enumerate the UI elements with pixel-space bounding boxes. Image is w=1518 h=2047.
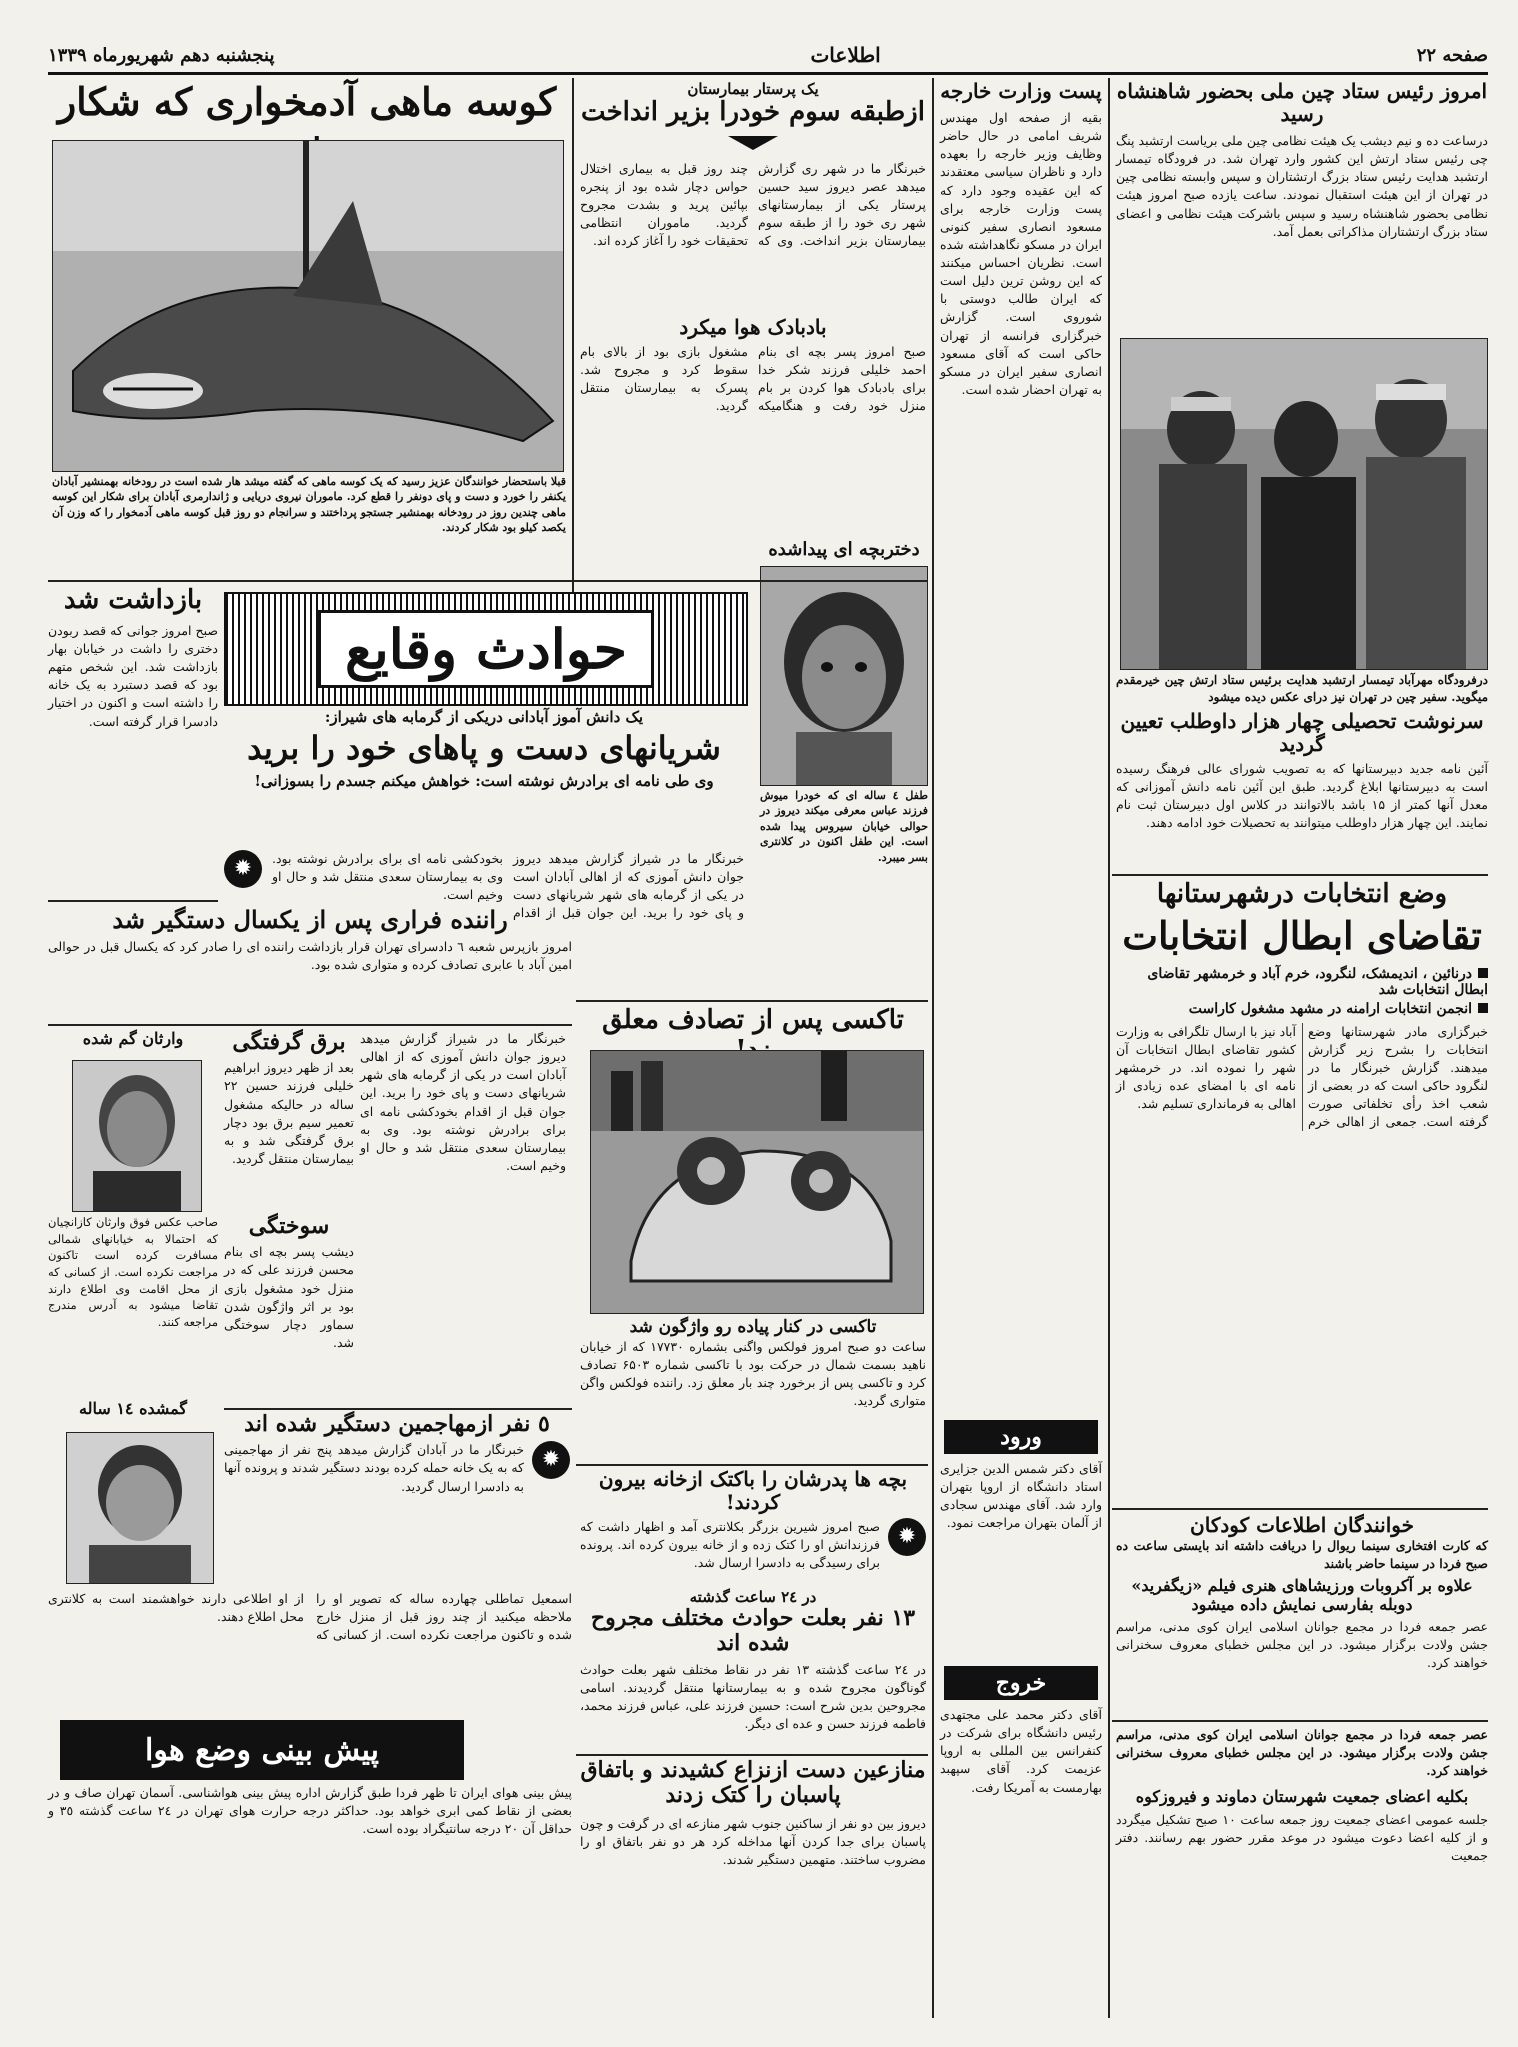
news-accidents <box>580 1588 926 1748</box>
article-body: امروز بازپرس شعبه ٦ دادسرای تهران قرار بازداشت راننده ای را صادر کرد که یکسال قبل در حوالی امین آباد با عابری تصادف کرده و متواری شده بود. <box>48 938 572 972</box>
article-body: صبح امروز شیرین بزرگر بکلانتری آمد و اظهار داشت که فرزندانش او را کتک زده و از خانه بیرون کرده اند. پرونده برای رسیدگی به دادسرا ارسال شد. <box>580 1519 880 1571</box>
photo-caption: قبلا باستحضار خوانندگان عزیز رسید که یک کوسه ماهی که گفته میشد هار شده است در رودخانه بهمنشیر آبادان یکنفر را خورد و دست و پای دونفر را قطع کرد. ماموران نیروی دریایی و ژاندارمری آبادان برای شکار این کوسه ماهی چندین روز در رودخانه بهمنشیر جستجو پرداختند و سرانجام دو روز قبل کوسه ماهی آدمخوار را که وزن آن یکصد کیلو بود شکار کردند. <box>52 475 566 535</box>
shark-photo <box>52 140 564 472</box>
bullet-item: درنائین ، اندیمشک، لنگرود، خرم آباد و خرمشهر تقاضای ابطال انتخابات شد <box>1147 965 1488 998</box>
news-missing-boy <box>48 1590 572 1710</box>
missing-man-title <box>48 1030 218 1060</box>
article-body: آئین نامه جدید دبیرستانها که به تصویب شورای عالی فرهنگ رسیده است به دبیرستانها ابلاغ گردید. طبق این آئین نامه دانش آموزانی که معدل آنها کمتر از ۱۵ باشد بالاتوانند در کلاس اول دبیرستان ثبت نام نمایند. این چهار هزار داوطلب میتوانند به تحصیلات خود ادامه دهند. <box>1116 760 1488 830</box>
section-rule <box>1112 1720 1488 1722</box>
news-elections <box>1116 880 1488 1500</box>
news-nurse <box>580 80 926 310</box>
arrival-banner: ورود <box>944 1420 1098 1454</box>
girl-photo <box>760 566 928 786</box>
officials-photo <box>1120 338 1488 670</box>
column-rule <box>572 78 574 598</box>
section-rule <box>576 1754 928 1756</box>
news-taxi-title <box>580 1006 926 1046</box>
article-body: خبرنگار ما در شهر ری گزارش میدهد عصر دیروز سید حسین پرستار یکی از بیمارستانهای شهر ری خود را از طبقه سوم بیمارستان بزیر انداخت. وی که چند روز قبل به بیماری اختلال حواس دچار شده بود از پنجره بپائین پرید و بشدت مجروح گردید. ماموران انتظامی تحقیقات خود را آغاز کرده اند. <box>580 160 926 249</box>
headline: سوختگی <box>248 1213 330 1239</box>
news-driver <box>48 906 572 1016</box>
headline: سرنوشت تحصیلی چهار هزار داوطلب تعیین گردید <box>1120 708 1484 756</box>
section-rule <box>224 1408 572 1410</box>
news-dispute <box>580 1758 926 2018</box>
news-arrest <box>48 586 218 856</box>
shark-caption <box>52 474 566 574</box>
big-headline: تقاضای ابطال انتخابات <box>1122 912 1482 958</box>
headline: شریانهای دست و پاهای خود را برید <box>247 729 721 767</box>
decor-icon: ✹ <box>888 1518 926 1556</box>
bullet-item: انجمن انتخابات ارامنه در مشهد مشغول کاراست <box>1116 1001 1488 1017</box>
article-body: در ٢٤ ساعت گذشته ۱۳ نفر در نقاط مختلف شهر بعلت حوادث گوناگون مجروح شده و به بیمارستانها منتقل گردیدند. اسامی مجروحین بدین شرح است: حسین فرزند علی، عباس فرزند محمد، فاطمه فرزند حسن و عده ای دیگر. <box>580 1661 926 1731</box>
article-body: بقیه از صفحه اول مهندس شریف امامی در حال حاضر وظایف وزیر خارجه را بعهده دارد و ناظران سیاسی معتقدند که این عقیده وجود دارد که پست وزارت خارجه برای مسعود انصاری سفیر کنونی ایران در مسکو نگاهداشته شده است. نظریان احساس میکنند که این روشن ترین دلیل است که ایران طالب دوستی با شوروی است. گزارش خبرگزاری فرانسه از تهران حاکی است که آقای مسعود انصاری سفیر ایران در مسکو به تهران احضار شده است. <box>940 110 1102 397</box>
decor-icon: ✹ <box>224 850 262 888</box>
kicker: در ٢٤ ساعت گذشته <box>689 1588 817 1606</box>
officials-photo-image <box>1121 339 1487 669</box>
news-burn <box>224 1214 354 1404</box>
taxi-photo-image <box>591 1051 923 1313</box>
section-rule <box>48 580 928 582</box>
banner-title: حوادث وقایع <box>318 610 654 688</box>
weather-banner: پیش بینی وضع هوا <box>60 1720 464 1780</box>
section-rule <box>1112 1508 1488 1510</box>
article-body: صاحب عکس فوق وارثان کازانچیان که احتمالا به خیابانهای شمالی مسافرت کرده است تاکنون مراجعت نکرده است. از کسانی که از محل اقامت وی اطلاع دارند تقاضا میشود به آدرس مندرج مراجعه کنند. <box>48 1215 218 1330</box>
headline: دختربچه ای پیداشده <box>768 539 920 560</box>
events-banner <box>224 592 748 706</box>
headline: بازداشت شد <box>63 585 203 615</box>
article-body: جلسه عمومی اعضای جمعیت روز جمعه ساعت ۱۰ صبح تشکیل میگردد و از کلیه اعضا دعوت میشود در موعد مقرر حضور بهم رسانند. دفتر جمعیت <box>1116 1811 1488 1864</box>
news-missing-girl-title <box>760 540 928 564</box>
news-kite <box>580 316 926 546</box>
news-students <box>1116 672 1488 892</box>
article-body: بعد از ظهر دیروز ابراهیم خلیلی فرزند حسین ٢٢ ساله در حالیکه مشغول تعمیر سیم برق بود دچار برق گرفتگی شد و به بیمارستان منتقل گردید. <box>224 1060 354 1166</box>
kicker: یک پرستار بیمارستان <box>687 80 819 98</box>
missing-man-body <box>48 1214 218 1394</box>
article-body: پیش بینی هوای ایران تا ظهر فردا طبق گزارش اداره پیش بینی هواشناسی. آسمان تهران صاف و در بعضی از نقاط کمی ابری خواهد بود. حداکثر درجه حرارت هوای تهران در ٢٤ ساعت گذشته ٣٥ و حداقل آن ٢٠ درجه سانتیگراد بوده است. <box>48 1785 572 1837</box>
column-rule <box>932 78 934 2018</box>
section-rule <box>576 1000 928 1002</box>
news-children-escape <box>580 1468 926 1588</box>
taxi-photo <box>590 1050 924 1314</box>
news-foreign-ministry <box>940 80 1102 1410</box>
departure-list <box>940 1706 1102 2006</box>
election-bullets <box>1116 966 1488 1017</box>
news-children-film <box>1116 1514 1488 1714</box>
newspaper-name: اطلاعات <box>810 43 881 67</box>
headline: ۱۳ نفر بعلت حوادث مختلف مجروح شده اند <box>590 1605 916 1657</box>
headline: خوانندگان اطلاعات کودکان <box>1190 1513 1414 1537</box>
article-body: دیشب پسر بچه ای بنام محسن فرزند علی که در منزل خود مشغول بازی بود بر اثر واژگون شدن سماور دچار سوختگی شد. <box>224 1244 354 1350</box>
article-body: اسمعیل تماطلی چهارده ساله که تصویر او را ملاحظه میکنید از چند روز قبل از منزل خارج شده و تاکنون مراجعت نکرده است. از کسانی که از او اطلاعی دارند خواهشمند است به کلانتری محل اطلاع دهند. <box>48 1591 572 1643</box>
article-body: عصر جمعه فردا در مجمع جوانان اسلامی ایران کوی مدنی، مراسم جشن ولادت برگزار میشود. در این مجلس خطبای معروف سخنرانی خواهند کرد. <box>1116 1619 1488 1671</box>
issue-date: پنجشنبه دهم شهریورماه ۱۳۳۹ <box>48 44 275 66</box>
article-body: آقای دکتر شمس الدین جزایری استاد دانشگاه از اروپا بتهران وارد شد. آقای مهندس سجادی از آلمان بتهران مراجعت نمود. <box>940 1461 1102 1531</box>
section-rule <box>48 900 218 902</box>
news-china-chief <box>1116 80 1488 340</box>
headline: ازطبقه سوم خودرا بزیر انداخت <box>581 97 925 127</box>
photo-caption: طفل ٤ ساله ای که خودرا میوش فرزند عباس معرفی میکند دیروز در حوالی خیابان سیروس پیدا شده است. این طفل اکنون در کلانتری بسر میبرد. <box>760 789 929 864</box>
article-body: خبرنگار ما در شیراز گزارش میدهد دیروز جوان دانش آموزی که از اهالی آبادان است در یکی از گرمابه های شهر شریانهای دست و پای خود را برید. این جوان قبل از اقدام بخودکشی نامه ای برای برادرش نوشته بود. وی به بیمارستان سعدی منتقل شد و حال او وخیم است. <box>272 851 744 921</box>
page-number: صفحه ۲۲ <box>1416 44 1488 66</box>
news-shark-title <box>48 80 566 140</box>
article-body: خبرنگار ما در آبادان گزارش میدهد پنج نفر از مهاجمینی که به یک خانه حمله کرده بودند دستگیر شدند و پرونده آنها به دادسرا ارسال گردید. <box>224 1442 524 1494</box>
news-weather <box>48 1784 572 2016</box>
news-electric <box>224 1030 354 1210</box>
photo-caption: درفرودگاه مهرآباد تیمسار ارتشبد هدایت برئیس ستاد ارتش چین خیرمقدم میگوید. سفیر چین در تهران نیز درای عکس دیده میشود <box>1116 673 1488 704</box>
girl-caption <box>760 788 928 880</box>
boy-photo <box>66 1432 214 1584</box>
headline: وارثان گم شده <box>82 1029 184 1048</box>
news-immigrants <box>224 1412 570 1532</box>
headline: علاوه بر آکروبات ورزیشاهای هنری فیلم «زیگفرید» دوبله بفارسی نمایش داده میشود <box>1131 1576 1473 1614</box>
headline: تاکسی پس از تصادف معلق <box>602 1005 904 1035</box>
section-rule <box>576 1464 928 1466</box>
headline: وضع انتخابات درشهرستانها <box>1156 879 1448 909</box>
headline: امروز رئیس ستاد چین ملی بحضور شاهنشاه رسید <box>1116 79 1488 126</box>
sub-headline: وی طی نامه ای برادرش نوشته است: خواهش میکنم جسدم را بسوزانی! <box>254 771 714 790</box>
article-body: درساعت ده و نیم دیشب یک هیئت نظامی چین ملی بریاست ارتشبد پنگ چی رئیس ستاد ارتش این کشور وارد تهران شد. در فرودگاه تیمسار ارتشبد هدایت رئیس ستاد بزرگ ارتشتاران و سپس وابسته نظامی چین در تهران از این هیئت استقبال نمودند. ساعت یازده صبح امروز هیئت نظامی بحضور شاهنشاه رسید و سپس باشرکت هیئت نظامی و اعضای ستاد بزرگ ارتشتاران مذاکراتی بعمل آمد. <box>1116 133 1488 239</box>
article-body: ساعت دو صبح امروز فولکس واگنی بشماره ۱۷۷۳۰ که از خیابان ناهید بسمت شمال در حرکت بود با تاکسی شماره ۶۵۰۳ تصادف کرد و تاکسی پس از برخورد چند بار معلق زد. راننده فولکس واگن متواری گردید. <box>580 1338 927 1408</box>
section-rule <box>1112 874 1488 876</box>
headline: منازعین دست ازنزاع کشیدند و باتفاق پاسبان را کتک زدند <box>580 1757 926 1809</box>
headline: کوسه ماهی آدمخواری که شکار <box>57 79 557 124</box>
headline: برق گرفتگی <box>232 1029 346 1055</box>
column-rule <box>1108 78 1110 2018</box>
departure-banner: خروج <box>944 1666 1098 1700</box>
headline: بچه ها پدرشان را باکتک ازخانه بیرون کردند! <box>598 1467 908 1514</box>
man-photo <box>72 1060 202 1212</box>
article-body: صبح امروز پسر بچه ای بنام احمد خلیلی فرزند شکر خدا برای بادبادک هوا کردن بر بام منزل خود رفت و هنگامیکه مشغول بازی بود از بالای بام سقوط کرد و مجروح شد. پسرک به بیمارستان منتقل گردید. <box>580 344 926 414</box>
man-photo-image <box>73 1061 201 1211</box>
kicker: یک دانش آموز آبادانی دریکی از گرمابه های شیراز: <box>324 708 644 726</box>
article-body: آقای دکتر محمد علی مجتهدی رئیس دانشگاه برای شرکت در کنفرانس بین المللی به اروپا عزیمت کرد. آقای سپهبد بهارمست به آمریکا رفت. <box>940 1707 1102 1795</box>
page-header <box>48 38 1488 75</box>
girl-photo-image <box>761 567 927 785</box>
section-rule <box>48 1024 572 1026</box>
headline: گمشده ١٤ ساله <box>79 1399 187 1418</box>
decor-icon <box>580 132 926 156</box>
article-body: عصر جمعه فردا در مجمع جوانان اسلامی ایران کوی مدنی، مراسم جشن ولادت برگزار میشود. در این مجلس خطبای معروف سخنرانی خواهند کرد. <box>1116 1727 1488 1779</box>
news-shiraz-continued <box>360 1030 566 1410</box>
headline: پست وزارت خارجه <box>940 79 1102 103</box>
article-body: خبرگزاری مادر شهرستانها وضع انتخابات را بشرح زیر گزارش میدهند. گزارش خبرنگار ما در لنگرود حاکی است که در بعضی از شعب اخذ رأی تخلفاتی صورت گرفته است. جمعی از اهالی خرم آباد نیز با ارسال تلگرافی به وزارت کشور تقاضای ابطال انتخابات آن شهر را نموده اند. در خرمشهر نامه ای با امضای عده زیادی از اهالی به فرمانداری تسلیم شد. <box>1116 1023 1488 1130</box>
headline: ٥ نفر ازمهاجمین دستگیر شده اند <box>244 1411 550 1437</box>
headline: بکلیه اعضای جمعیت شهرستان دماوند و فیروزکوه <box>1135 1787 1469 1807</box>
photo-caption: تاکسی در کنار پیاده رو واژگون شد <box>629 1317 877 1337</box>
decor-icon: ✹ <box>532 1441 570 1479</box>
news-notice <box>1116 1726 1488 2016</box>
arrival-list <box>940 1460 1102 1660</box>
boy-photo-image <box>67 1433 213 1583</box>
news-shiraz <box>224 708 744 848</box>
article-body: خبرنگار ما در شیراز گزارش میدهد دیروز جوان دانش آموزی که از اهالی آبادان است در یکی از گرمابه های شهر شریانهای دست و پای خود را برید. این جوان قبل از اقدام بخودکشی نامه ای برای برادرش نوشته بود. وی به بیمارستان سعدی منتقل شد و حال او وخیم است. <box>360 1031 566 1173</box>
headline: بادبادک هوا میکرد <box>679 315 827 339</box>
news-taxi-body <box>580 1318 926 1468</box>
article-body: صبح امروز جوانی که قصد ربودن دختری را داشت در خیابان بهار بازداشت شد. این شخص متهم بود که قصد دستبرد به یک خانه را داشته است و اکنون در اختیار دادسرا قرار گرفته است. <box>48 622 218 729</box>
missing-boy-title <box>48 1400 218 1430</box>
article-body: که کارت افتخاری سینما ریوال را دریافت داشته اند بایستی ساعت ده صبح فردا در سینما حاضر باشند <box>1116 1538 1488 1572</box>
shark-photo-image <box>53 141 563 471</box>
article-body: دیروز بین دو نفر از ساکنین جنوب شهر منازعه ای در گرفت و چون پاسبان برای جدا کردن آنها مداخله کرد هر دو نفر باتفاق او را مضروب ساختند. متهمین دستگیر شدند. <box>580 1815 926 1867</box>
headline: راننده فراری پس از یکسال دستگیر شد <box>112 905 508 934</box>
